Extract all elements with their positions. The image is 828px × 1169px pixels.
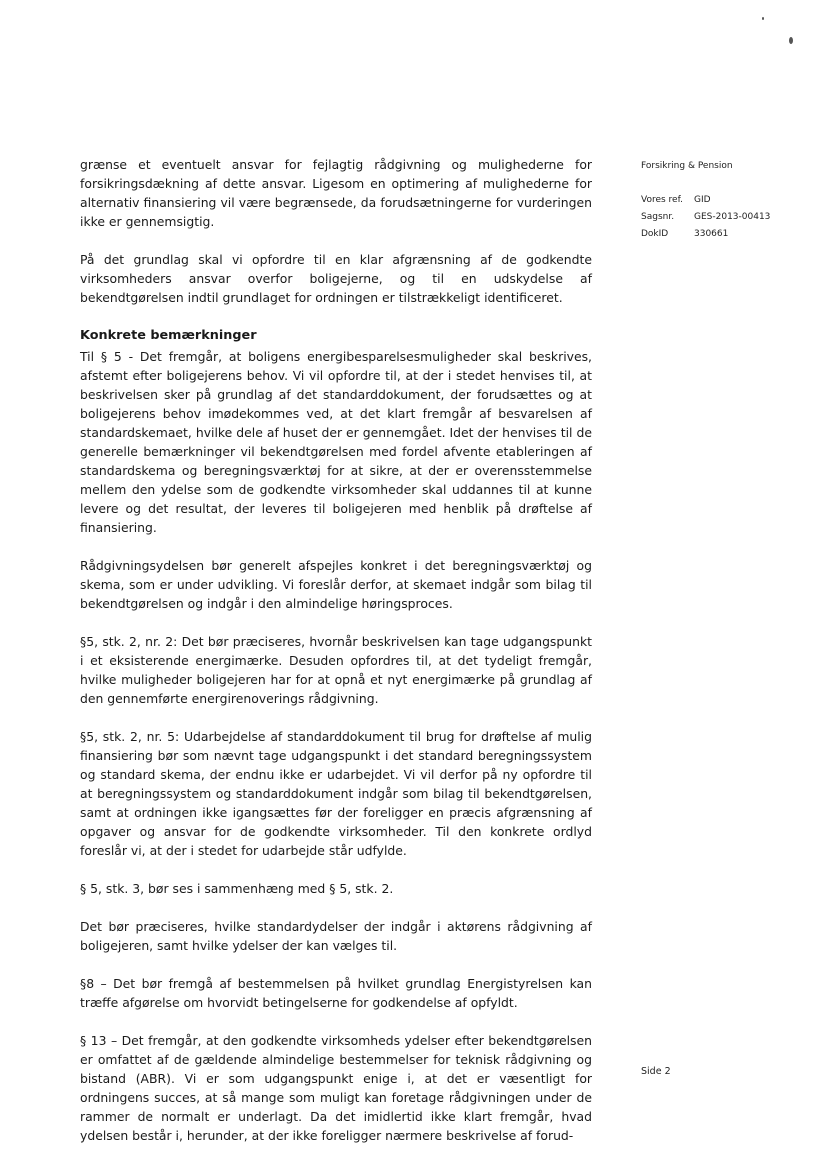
doc-id-label: DokID	[641, 229, 669, 239]
paragraph: Rådgivningsydelsen bør generelt afspejles konkret i det beregningsværktøj og skema, som er under udvikling. Vi foreslår derfor, at skemaet indgår som bilag til bekendtgørelsen og indgår i den almindelige høringsproces.	[80, 558, 592, 611]
organization-name: Forsikring & Pension	[641, 161, 733, 171]
paragraph: Det bør præciseres, hvilke standardydelser der indgår i aktørens rådgivning af boligejeren, samt hvilke ydelser der kan vælges til.	[80, 919, 592, 953]
paragraph: § 5, stk. 3, bør ses i sammenhæng med § 5, stk. 2.	[80, 881, 394, 896]
paragraph: §5, stk. 2, nr. 2: Det bør præciseres, hvornår beskrivelsen kan tage udgangspunkt i et eksisterende energimærke. Desuden opfordres til, at det tydeligt fremgår, hvilke muligheder boligejeren har for at opnå et nyt energimærke på grundlag af den gennemførte energirenoverings rådgivning.	[80, 634, 592, 706]
scan-speck	[789, 37, 793, 44]
ref-value: GID	[694, 195, 711, 205]
case-number-row	[641, 209, 770, 226]
ref-label: Vores ref.	[641, 195, 683, 205]
doc-id-row	[641, 226, 770, 243]
paragraph: grænse et eventuelt ansvar for fejlagtig rådgivning og mulighederne for forsikringsdækning af dette ansvar. Ligesom en optimering af mulighederne for alternativ finansiering vil være begrænsede, da forudsætningerne for vurderingen ikke er gennemsigtig.	[80, 157, 592, 229]
paragraph: På det grundlag skal vi opfordre til en klar afgrænsning af de godkendte virksomheders ansvar overfor boligejerne, og til en udskydelse af bekendtgørelsen indtil grundlaget for ordningen er tilstrækkeligt identificeret.	[80, 252, 592, 305]
scan-speck	[762, 17, 764, 20]
sender-info	[641, 158, 770, 243]
paragraph: § 13 – Det fremgår, at den godkendte virksomheds ydelser efter bekendtgørelsen er omfattet af de gældende almindelige bestemmelser for teknisk rådgivning og bistand (ABR). Vi er som udgangspunkt enige i, at det er væsentligt for ordningens succes, at så mange som muligt kan foretage rådgivningen under de rammer de normalt er underlagt. Da det imidlertid ikke klart fremgår, hvad ydelsen består i, herunder, at der ikke foreligger nærmere beskrivelse af forud-	[80, 1033, 592, 1143]
case-number-label: Sagsnr.	[641, 212, 675, 222]
case-number-value: GES-2013-00413	[694, 212, 771, 222]
page-number: Side 2	[641, 1066, 671, 1077]
body-text	[80, 155, 592, 1164]
paragraph: §5, stk. 2, nr. 5: Udarbejdelse af standarddokument til brug for drøftelse af mulig finansiering bør som nævnt tage udgangspunkt i det standard beregningssystem og standard skema, der endnu ikke er udarbejdet. Vi vil derfor på ny opfordre til at beregningssystem og standarddokument indgår som bilag til bekendtgørelsen, samt at ordningen ikke igangsættes før der foreligger en præcis afgrænsning af opgaver og ansvar for de godkendte virksomheder. Til den konkrete ordlyd foreslår vi, at der i stedet for udarbejde står udfylde.	[80, 729, 592, 858]
paragraph: Til § 5 - Det fremgår, at boligens energibesparelsesmuligheder skal beskrives, afstemt efter boligejerens behov. Vi vil opfordre til, at der i stedet henvises til, at beskrivelsen sker på grundlag af det standarddokument, der forudsættes og at boligejerens behov imødekommes ved, at det klart fremgår af besvarelsen af standardskemaet, hvilke dele af huset der er gennemgået. Idet der henvises til de generelle bemærkninger vil bekendtgørelsen med fordel afvente etableringen af standardskema og beregningsværktøj for at sikre, at der er overensstemmelse mellem den ydelse som de godkendte virksomheder skal uddannes til at kunne levere og det resultat, der leveres til boligejeren med henblik på drøftelse af finansiering.	[80, 349, 592, 535]
ref-row	[641, 192, 770, 209]
paragraph: §8 – Det bør fremgå af bestemmelsen på hvilket grundlag Energistyrelsen kan træffe afgørelse om hvorvidt betingelserne for godkendelse af opfyldt.	[80, 976, 592, 1010]
section-heading: Konkrete bemærkninger	[80, 328, 257, 343]
doc-id-value: 330661	[694, 229, 729, 239]
